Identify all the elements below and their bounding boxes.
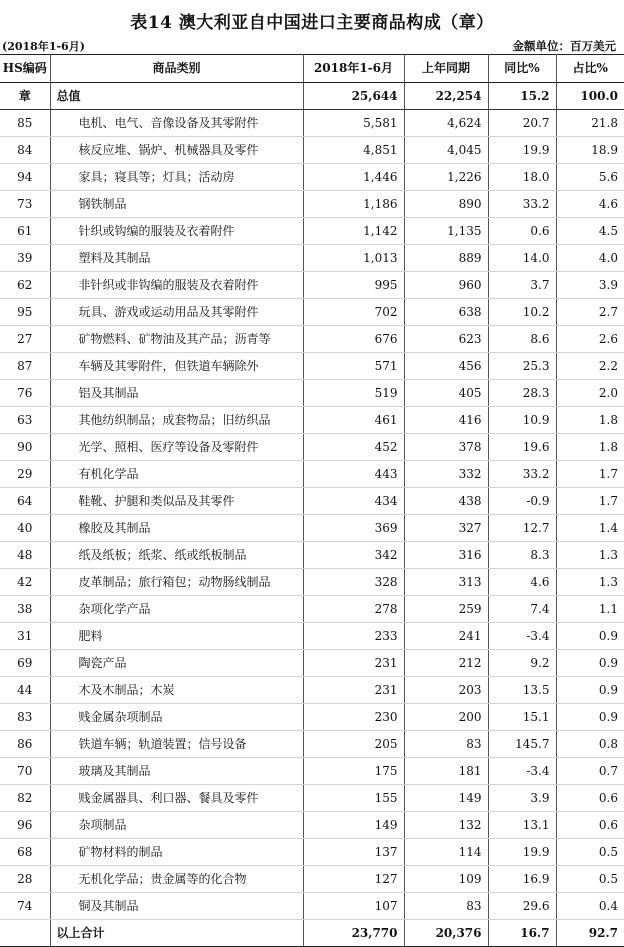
cell-prior: 212 [404, 650, 488, 677]
cell-category: 杂项化学产品 [50, 596, 303, 623]
cell-code: 87 [0, 353, 50, 380]
cell-yoy: 8.6 [488, 326, 556, 353]
cell-category: 铝及其制品 [50, 380, 303, 407]
cell-current: 5,581 [303, 110, 404, 137]
cell-category: 无机化学品；贵金属等的化合物 [50, 866, 303, 893]
cell-category: 陶瓷产品 [50, 650, 303, 677]
cell-prior: 456 [404, 353, 488, 380]
cell-share: 0.9 [556, 623, 624, 650]
table-row [0, 596, 624, 623]
cell-code: 章 [0, 83, 50, 110]
cell-category: 玻璃及其制品 [50, 758, 303, 785]
cell-prior: 203 [404, 677, 488, 704]
cell-current: 452 [303, 434, 404, 461]
cell-share: 3.9 [556, 272, 624, 299]
cell-prior: 623 [404, 326, 488, 353]
cell-prior: 149 [404, 785, 488, 812]
cell-share: 2.2 [556, 353, 624, 380]
cell-category: 杂项制品 [50, 812, 303, 839]
cell-current: 230 [303, 704, 404, 731]
cell-code: 38 [0, 596, 50, 623]
table-row [0, 164, 624, 191]
cell-category: 光学、照相、医疗等设备及零附件 [50, 434, 303, 461]
cell-code: 90 [0, 434, 50, 461]
cell-share: 1.7 [556, 461, 624, 488]
table-row [0, 488, 624, 515]
cell-current: 702 [303, 299, 404, 326]
cell-code: 74 [0, 893, 50, 920]
cell-yoy: 29.6 [488, 893, 556, 920]
cell-code: 44 [0, 677, 50, 704]
table-row [0, 812, 624, 839]
table-row [0, 353, 624, 380]
table-row [0, 380, 624, 407]
cell-current: 342 [303, 542, 404, 569]
cell-category: 贱金属器具、利口器、餐具及零件 [50, 785, 303, 812]
cell-current: 231 [303, 677, 404, 704]
cell-share: 1.7 [556, 488, 624, 515]
cell-category: 家具；寝具等；灯具；活动房 [50, 164, 303, 191]
cell-code: 73 [0, 191, 50, 218]
cell-code: 70 [0, 758, 50, 785]
cell-share: 4.0 [556, 245, 624, 272]
table-row [0, 515, 624, 542]
cell-code: 63 [0, 407, 50, 434]
cell-yoy: 13.5 [488, 677, 556, 704]
cell-code [0, 920, 50, 947]
period-label: (2018年1-6月) [2, 40, 85, 53]
cell-yoy: 12.7 [488, 515, 556, 542]
cell-category: 铁道车辆；轨道装置；信号设备 [50, 731, 303, 758]
cell-current: 328 [303, 569, 404, 596]
table-row [0, 839, 624, 866]
cell-yoy: 3.7 [488, 272, 556, 299]
cell-yoy: 10.9 [488, 407, 556, 434]
cell-yoy: 33.2 [488, 191, 556, 218]
cell-prior: 438 [404, 488, 488, 515]
table-row [0, 785, 624, 812]
cell-share: 1.8 [556, 407, 624, 434]
table-row [0, 191, 624, 218]
cell-prior: 316 [404, 542, 488, 569]
cell-current: 231 [303, 650, 404, 677]
header-hs-code: HS编码 [0, 55, 50, 83]
cell-code: 83 [0, 704, 50, 731]
cell-code: 94 [0, 164, 50, 191]
cell-category: 其他纺织制品；成套物品；旧纺织品 [50, 407, 303, 434]
table-title: 表14 澳大利亚自中国进口主要商品构成（章） [130, 13, 494, 33]
cell-code: 31 [0, 623, 50, 650]
cell-share: 0.6 [556, 812, 624, 839]
table-row [0, 731, 624, 758]
cell-share: 2.0 [556, 380, 624, 407]
cell-current: 1,142 [303, 218, 404, 245]
cell-current: 461 [303, 407, 404, 434]
cell-share: 0.6 [556, 785, 624, 812]
table-row [0, 866, 624, 893]
header-yoy: 同比% [488, 55, 556, 83]
table-row [0, 893, 624, 920]
cell-category: 矿物燃料、矿物油及其产品；沥青等 [50, 326, 303, 353]
cell-code: 62 [0, 272, 50, 299]
cell-prior: 1,135 [404, 218, 488, 245]
cell-prior: 20,376 [404, 920, 488, 947]
cell-share: 0.4 [556, 893, 624, 920]
cell-category: 有机化学品 [50, 461, 303, 488]
cell-current: 1,446 [303, 164, 404, 191]
cell-prior: 200 [404, 704, 488, 731]
cell-current: 434 [303, 488, 404, 515]
cell-current: 205 [303, 731, 404, 758]
cell-category: 电机、电气、音像设备及其零附件 [50, 110, 303, 137]
cell-code: 95 [0, 299, 50, 326]
cell-current: 149 [303, 812, 404, 839]
cell-share: 1.8 [556, 434, 624, 461]
cell-current: 1,013 [303, 245, 404, 272]
cell-prior: 114 [404, 839, 488, 866]
cell-share: 0.7 [556, 758, 624, 785]
table-row [0, 650, 624, 677]
cell-share: 1.1 [556, 596, 624, 623]
cell-yoy: -3.4 [488, 758, 556, 785]
table-row [0, 245, 624, 272]
cell-category: 皮革制品；旅行箱包；动物肠线制品 [50, 569, 303, 596]
cell-code: 64 [0, 488, 50, 515]
cell-yoy: 14.0 [488, 245, 556, 272]
table-row [0, 677, 624, 704]
cell-yoy: 0.6 [488, 218, 556, 245]
table-row [0, 326, 624, 353]
cell-code: 48 [0, 542, 50, 569]
cell-prior: 332 [404, 461, 488, 488]
cell-current: 278 [303, 596, 404, 623]
cell-code: 76 [0, 380, 50, 407]
cell-yoy: 15.1 [488, 704, 556, 731]
cell-yoy: 15.2 [488, 83, 556, 110]
cell-category: 针织或钩编的服装及衣着附件 [50, 218, 303, 245]
unit-label: 金额单位：百万美元 [512, 39, 616, 53]
cell-current: 23,770 [303, 920, 404, 947]
cell-category: 贱金属杂项制品 [50, 704, 303, 731]
cell-current: 137 [303, 839, 404, 866]
cell-yoy: 8.3 [488, 542, 556, 569]
cell-current: 155 [303, 785, 404, 812]
cell-prior: 638 [404, 299, 488, 326]
cell-yoy: 16.7 [488, 920, 556, 947]
cell-prior: 327 [404, 515, 488, 542]
cell-yoy: 18.0 [488, 164, 556, 191]
cell-prior: 83 [404, 893, 488, 920]
cell-yoy: -3.4 [488, 623, 556, 650]
cell-code: 29 [0, 461, 50, 488]
cell-share: 0.5 [556, 839, 624, 866]
cell-code: 96 [0, 812, 50, 839]
cell-yoy: 9.2 [488, 650, 556, 677]
cell-yoy: 33.2 [488, 461, 556, 488]
cell-current: 1,186 [303, 191, 404, 218]
cell-share: 21.8 [556, 110, 624, 137]
cell-prior: 416 [404, 407, 488, 434]
cell-category: 鞋靴、护腿和类似品及其零件 [50, 488, 303, 515]
cell-share: 0.8 [556, 731, 624, 758]
table-row [0, 704, 624, 731]
cell-yoy: 25.3 [488, 353, 556, 380]
header-current: 2018年1-6月 [303, 55, 404, 83]
cell-prior: 22,254 [404, 83, 488, 110]
cell-yoy: 28.3 [488, 380, 556, 407]
cell-code: 28 [0, 866, 50, 893]
header-prior: 上年同期 [404, 55, 488, 83]
table-row [0, 299, 624, 326]
cell-prior: 132 [404, 812, 488, 839]
cell-share: 1.3 [556, 569, 624, 596]
cell-prior: 378 [404, 434, 488, 461]
cell-category: 木及木制品；木炭 [50, 677, 303, 704]
cell-category: 总值 [50, 83, 303, 110]
cell-prior: 4,045 [404, 137, 488, 164]
cell-category: 纸及纸板；纸浆、纸或纸板制品 [50, 542, 303, 569]
table-row [0, 623, 624, 650]
cell-category: 肥料 [50, 623, 303, 650]
cell-current: 369 [303, 515, 404, 542]
table-row [0, 434, 624, 461]
table-row [0, 137, 624, 164]
table-row [0, 110, 624, 137]
cell-yoy: 3.9 [488, 785, 556, 812]
table-row [0, 569, 624, 596]
cell-share: 0.5 [556, 866, 624, 893]
cell-yoy: 19.9 [488, 839, 556, 866]
cell-yoy: 20.7 [488, 110, 556, 137]
cell-code: 85 [0, 110, 50, 137]
cell-category: 核反应堆、锅炉、机械器具及零件 [50, 137, 303, 164]
cell-current: 233 [303, 623, 404, 650]
cell-yoy: 13.1 [488, 812, 556, 839]
table-row [0, 218, 624, 245]
cell-share: 0.9 [556, 704, 624, 731]
total-row [0, 83, 624, 110]
table-row [0, 272, 624, 299]
cell-share: 1.3 [556, 542, 624, 569]
cell-category: 矿物材料的制品 [50, 839, 303, 866]
cell-code: 84 [0, 137, 50, 164]
cell-prior: 181 [404, 758, 488, 785]
cell-prior: 83 [404, 731, 488, 758]
cell-prior: 960 [404, 272, 488, 299]
cell-current: 571 [303, 353, 404, 380]
cell-prior: 109 [404, 866, 488, 893]
cell-code: 69 [0, 650, 50, 677]
cell-share: 4.5 [556, 218, 624, 245]
cell-yoy: 16.9 [488, 866, 556, 893]
cell-current: 127 [303, 866, 404, 893]
cell-share: 1.4 [556, 515, 624, 542]
cell-share: 2.6 [556, 326, 624, 353]
cell-yoy: -0.9 [488, 488, 556, 515]
cell-current: 519 [303, 380, 404, 407]
cell-code: 39 [0, 245, 50, 272]
cell-current: 25,644 [303, 83, 404, 110]
cell-prior: 889 [404, 245, 488, 272]
cell-share: 2.7 [556, 299, 624, 326]
cell-share: 4.6 [556, 191, 624, 218]
cell-yoy: 4.6 [488, 569, 556, 596]
cell-code: 42 [0, 569, 50, 596]
table-row [0, 407, 624, 434]
cell-current: 4,851 [303, 137, 404, 164]
table-row [0, 758, 624, 785]
cell-prior: 4,624 [404, 110, 488, 137]
cell-prior: 890 [404, 191, 488, 218]
cell-category: 非针织或非钩编的服装及衣着附件 [50, 272, 303, 299]
cell-prior: 259 [404, 596, 488, 623]
cell-code: 61 [0, 218, 50, 245]
cell-code: 82 [0, 785, 50, 812]
cell-prior: 241 [404, 623, 488, 650]
cell-code: 27 [0, 326, 50, 353]
cell-current: 443 [303, 461, 404, 488]
cell-category: 塑料及其制品 [50, 245, 303, 272]
cell-share: 100.0 [556, 83, 624, 110]
cell-current: 175 [303, 758, 404, 785]
header-share: 占比% [556, 55, 624, 83]
cell-share: 5.6 [556, 164, 624, 191]
cell-category: 车辆及其零附件，但铁道车辆除外 [50, 353, 303, 380]
cell-yoy: 7.4 [488, 596, 556, 623]
header-category: 商品类别 [50, 55, 303, 83]
cell-prior: 405 [404, 380, 488, 407]
cell-code: 86 [0, 731, 50, 758]
cell-yoy: 19.6 [488, 434, 556, 461]
cell-category: 玩具、游戏或运动用品及其零附件 [50, 299, 303, 326]
cell-current: 995 [303, 272, 404, 299]
sum-row [0, 920, 624, 947]
cell-category: 钢铁制品 [50, 191, 303, 218]
cell-yoy: 10.2 [488, 299, 556, 326]
cell-current: 107 [303, 893, 404, 920]
cell-category: 以上合计 [50, 920, 303, 947]
cell-prior: 313 [404, 569, 488, 596]
cell-share: 0.9 [556, 677, 624, 704]
cell-yoy: 19.9 [488, 137, 556, 164]
cell-category: 铜及其制品 [50, 893, 303, 920]
cell-share: 18.9 [556, 137, 624, 164]
cell-category: 橡胶及其制品 [50, 515, 303, 542]
header-row [0, 55, 624, 83]
cell-share: 0.9 [556, 650, 624, 677]
cell-current: 676 [303, 326, 404, 353]
cell-share: 92.7 [556, 920, 624, 947]
import-table [0, 54, 624, 947]
cell-prior: 1,226 [404, 164, 488, 191]
cell-code: 68 [0, 839, 50, 866]
table-row [0, 542, 624, 569]
cell-yoy: 145.7 [488, 731, 556, 758]
table-row [0, 461, 624, 488]
cell-code: 40 [0, 515, 50, 542]
